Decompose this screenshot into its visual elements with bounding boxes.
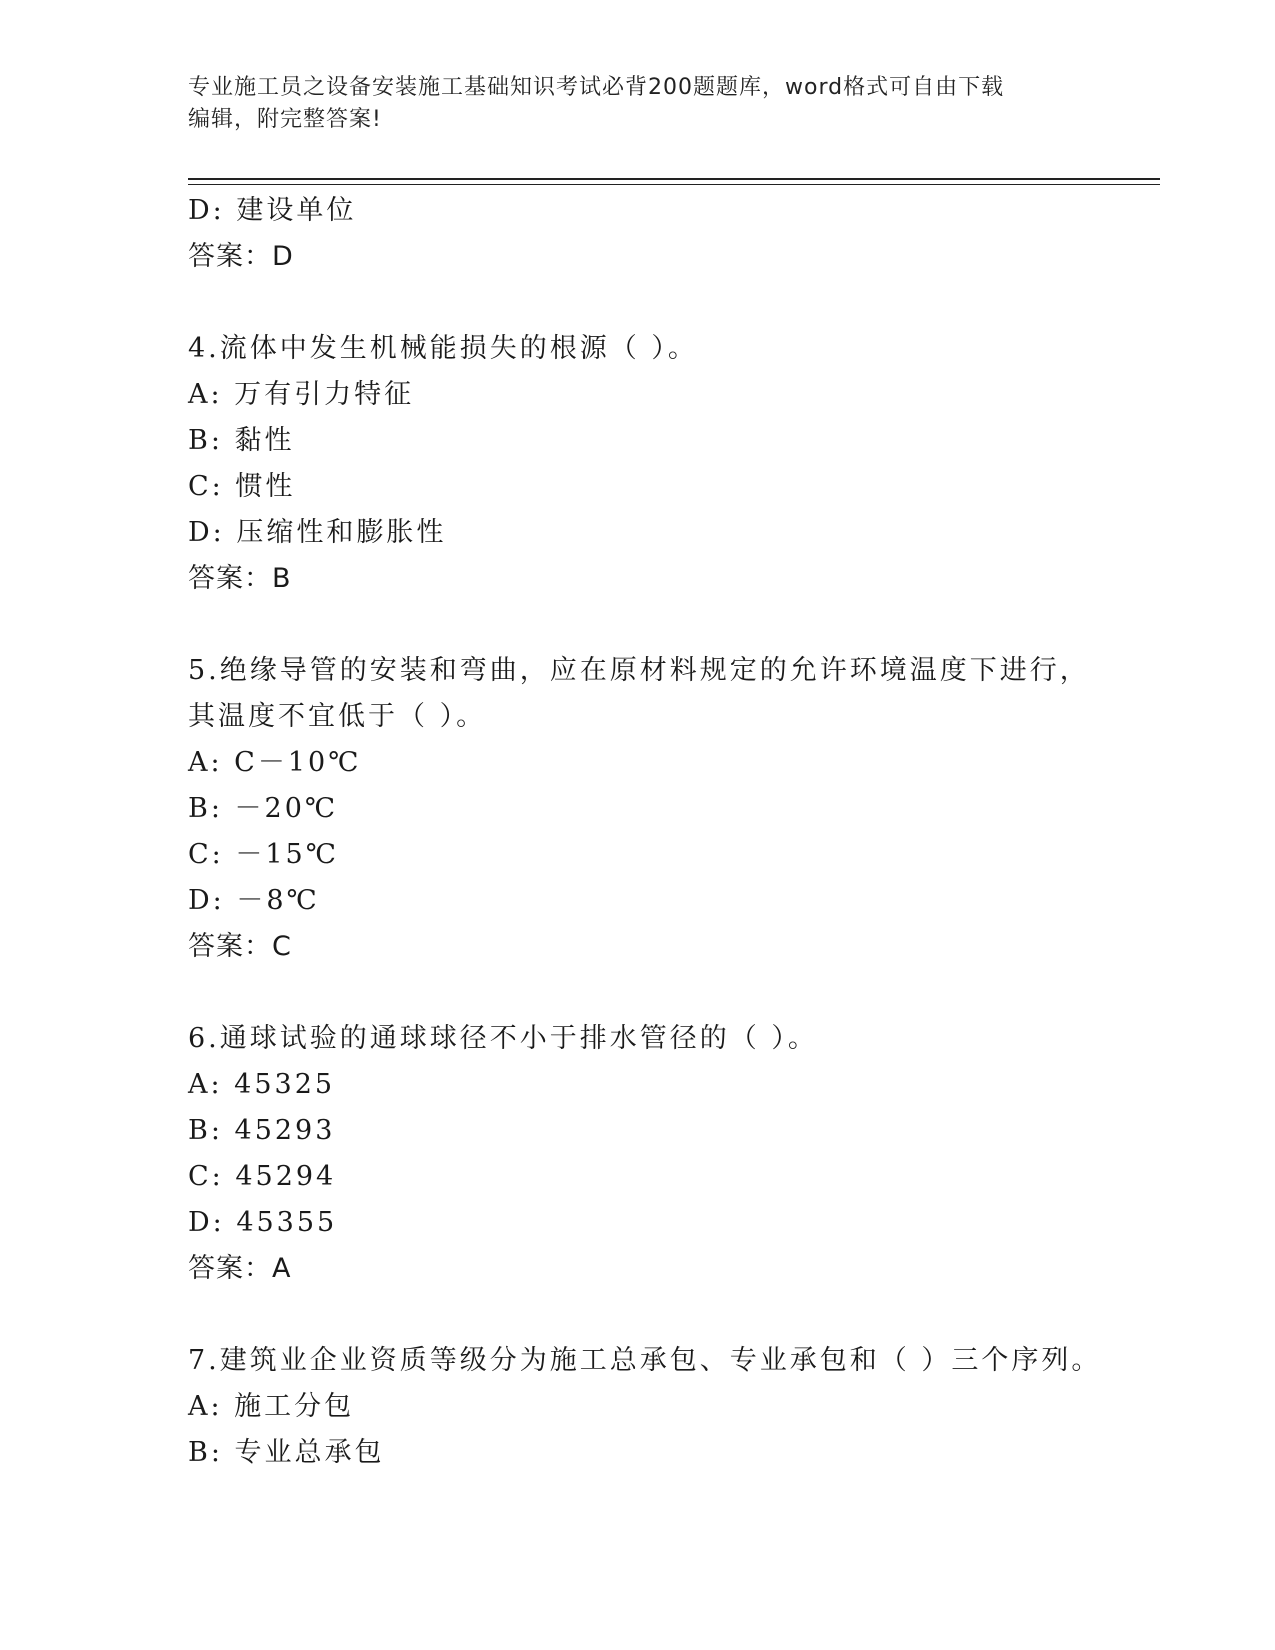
option-a: A: 万有引力特征 (188, 379, 415, 410)
question-stem: 7.建筑业企业资质等级分为施工总承包、专业承包和（ ）三个序列。 (188, 1345, 1102, 1376)
answer-line: 答案：C (188, 931, 292, 962)
option-a: A: 45325 (188, 1069, 336, 1100)
spacer (188, 970, 1128, 1016)
question-list (188, 188, 1128, 1476)
question-stem-continued: 其温度不宜低于（ ）。 (188, 701, 487, 732)
answer-line: 答案：A (188, 1253, 292, 1284)
header-title-line-1: 专业施工员之设备安装施工基础知识考试必背200题题库，word格式可自由下载 (188, 75, 1005, 100)
spacer (188, 1292, 1128, 1338)
question-block-6 (188, 1016, 1128, 1292)
option-b: B: 专业总承包 (188, 1437, 385, 1468)
answer-line: 答案：B (188, 563, 292, 594)
option-b: B: 45293 (188, 1115, 336, 1146)
spacer (188, 280, 1128, 326)
question-stem: 6.通球试验的通球球径不小于排水管径的（ ）。 (188, 1023, 818, 1054)
header-divider-thin (188, 184, 1160, 185)
question-stem: 5.绝缘导管的安装和弯曲，应在原材料规定的允许环境温度下进行， (188, 655, 1090, 686)
question-block-7 (188, 1338, 1128, 1476)
header-divider-thick (188, 178, 1160, 180)
question-stem: 4.流体中发生机械能损失的根源（ ）。 (188, 333, 698, 364)
option-d: D: 压缩性和膨胀性 (188, 517, 447, 548)
option-b: B: －20℃ (188, 793, 339, 824)
option-d: D: 45355 (188, 1207, 338, 1238)
spacer (188, 602, 1128, 648)
option-a: A: 施工分包 (188, 1391, 355, 1422)
question-block-5 (188, 648, 1128, 970)
option-b: B: 黏性 (188, 425, 295, 456)
option-a: A: C－10℃ (188, 747, 362, 778)
option-d: D: 建设单位 (188, 195, 357, 226)
option-c: C: 45294 (188, 1161, 337, 1192)
option-d: D: －8℃ (188, 885, 320, 916)
header-title-line-2: 编辑，附完整答案! (188, 107, 382, 132)
document-header (188, 72, 1068, 136)
option-c: C: 惯性 (188, 471, 296, 502)
answer-line: 答案：D (188, 241, 294, 272)
option-c: C: －15℃ (188, 839, 339, 870)
question-block-4 (188, 326, 1128, 602)
